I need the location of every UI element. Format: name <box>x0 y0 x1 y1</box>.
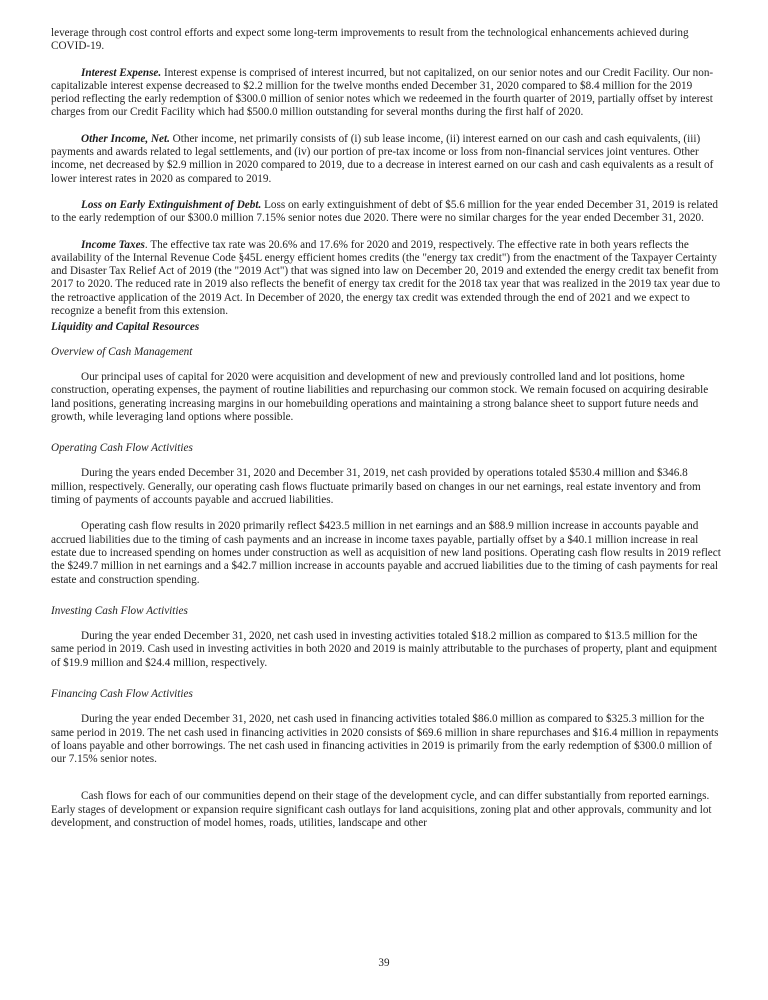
body-paragraph: During the year ended December 31, 2020, net cash used in financing activities totaled $86.0 million as compared to $325.3 million for the same period in 2019. The net cash used in financing activities in 2020 consists of $69.6 million in share repurchases and $16.4 million in repayments of loans payable and other borrowings. The net cash used in financing activities in 2019 is primarily from the early redemption of $300.0 million of our 7.15% senior notes. <box>51 713 719 766</box>
topic-text: Loss on early extinguishment of debt of $5.6 million for the year ended December 31, 2019 is related to the early redemption of our $300.0 million 7.15% senior notes due 2020. There were no similar charges for the year ended December 31, 2020. <box>51 198 718 225</box>
topic-lead-interest-expense: Interest Expense. <box>81 66 162 79</box>
topic-text: Other income, net primarily consists of (i) sub lease income, (ii) interest earned on our cash and cash equivalents, (iii) payments and awards related to legal settlements, and (iv) our portion of pre-tax income or loss from non-financial services joint ventures. Other income, net decreased by $2.9 million in 2020 compared to 2019, due to a decrease in interest earned on our cash and cash equivalents as a result of lower interest rates in 2020 as compared to 2019. <box>51 132 714 185</box>
topic-text: . The effective tax rate was 20.6% and 17.6% for 2020 and 2019, respectively. The effective rate in both years reflects the availability of the Internal Revenue Code §45L energy efficient homes credits (the "energy tax credit") from the enactment of the Taxpayer Certainty and Disaster Tax Relief Act of 2019 (the "2019 Act") that was signed into law on December 20, 2019 and extended the energy credit tax benefit from 2017 to 2020. The reduced rate in 2019 also reflects the benefit of energy tax credit for the 2018 tax year that was realized in the 2019 tax year due to the retroactive application of the 2019 Act. In December of 2020, the energy tax credit was extended through the end of 2021 and we expect to recognize a benefit from this extension. <box>51 238 721 318</box>
body-paragraph: Our principal uses of capital for 2020 were acquisition and development of new and previously controlled land and lot positions, home construction, operating expenses, the payment of routine liabilities and repurchasing our common stock. We remain focused on acquiring desirable land positions, generating increasing margins in our homebuilding operations and maintaining a strong balance sheet to support future needs and growth, while leveraging land options where possible. <box>51 370 709 423</box>
body-paragraph: Operating cash flow results in 2020 primarily reflect $423.5 million in net earnings and an $88.9 million increase in accounts payable and accrued liabilities due to the timing of cash payments and an increase in income taxes payable, partially offset by a $40.1 million increase in real estate due to increased spending on homes under construction as well as acquisition of new land positions. Operating cash flow results in 2019 reflect the $249.7 million in net earnings and a $42.7 million increase in accounts payable and accrued liabilities due to the timing of cash payments for real estate and construction spending. <box>51 520 721 586</box>
body-paragraph: During the years ended December 31, 2020 and December 31, 2019, net cash provided by operations totaled $530.4 million and $346.8 million, respectively. Generally, our operating cash flows fluctuate primarily based on changes in our net earnings, real estate inventory and from timing of payments of accounts payable and accrued liabilities. <box>51 467 701 507</box>
body-paragraph: During the year ended December 31, 2020, net cash used in investing activities totaled $18.2 million as compared to $13.5 million for the same period in 2019. Cash used in investing activities in both 2020 and 2019 is mainly attributable to the purchases of property, plant and equipment of $19.9 million and $24.4 million, respectively. <box>51 630 718 669</box>
topic-paragraph-loss-extinguishment <box>51 199 722 226</box>
topic-paragraph-interest-expense <box>51 67 722 120</box>
subsection-heading-investing: Investing Cash Flow Activities <box>51 604 188 617</box>
body-paragraph-continuation: leverage through cost control efforts and expect some long-term improvements to result from the technological enhancements achieved during COVID-19. <box>51 27 689 53</box>
topic-lead-loss-extinguishment: Loss on Early Extinguishment of Debt. <box>81 198 262 211</box>
subsection-heading-financing: Financing Cash Flow Activities <box>51 687 193 700</box>
topic-text: Interest expense is comprised of interest incurred, but not capitalized, on our senior notes and our Credit Facility. Our non-capitalizable interest expense decreased to $2.2 million for the twelve months ended December 31, 2020 compared to $8.4 million for the 2019 period reflecting the early redemption of $300.0 million of senior notes which we redeemed in the fourth quarter of 2019, partially offset by interest charges from our Credit Facility which had $500.0 million outstanding for several months during the first half of 2020. <box>51 66 714 119</box>
subsection-heading-operating: Operating Cash Flow Activities <box>51 442 193 455</box>
topic-paragraph-income-taxes <box>51 239 722 319</box>
topic-paragraph-other-income <box>51 133 722 186</box>
topic-lead-other-income: Other Income, Net. <box>81 132 170 145</box>
section-heading-liquidity: Liquidity and Capital Resources <box>51 321 200 334</box>
topic-lead-income-taxes: Income Taxes <box>81 238 145 251</box>
body-paragraph: Cash flows for each of our communities depend on their stage of the development cycle, and can differ substantially from reported earnings. Early stages of development or expansion require significant cash outlays for land acquisitions, zoning plat and other approvals, community and lot development, and construction of model homes, roads, utilities, landscape and other <box>51 790 712 830</box>
page-number: 39 <box>378 956 390 969</box>
subsection-heading-overview: Overview of Cash Management <box>51 345 193 358</box>
